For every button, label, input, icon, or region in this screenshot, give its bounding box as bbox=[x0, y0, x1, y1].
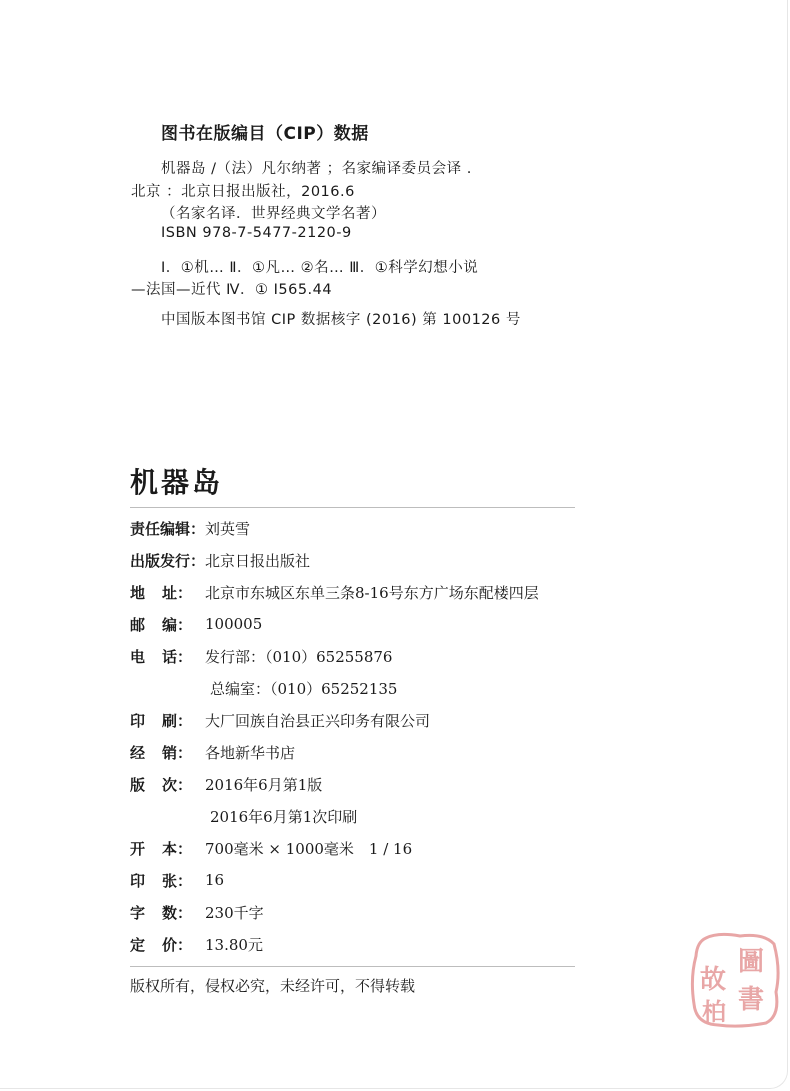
row-editor bbox=[130, 517, 250, 539]
row-address bbox=[130, 581, 539, 603]
editor-label: 责任编辑： bbox=[130, 519, 206, 538]
cip-line-classification: —法国—近代 Ⅳ．① I565.44 bbox=[131, 282, 333, 298]
postcode-value: 100005 bbox=[205, 615, 263, 633]
row-price bbox=[130, 933, 263, 955]
publisher-value: 北京日报出版社 bbox=[205, 551, 311, 570]
phone-value-sales: 发行部：（010）65255876 bbox=[205, 647, 393, 666]
title-divider bbox=[130, 507, 575, 508]
phone-value-editorial: 总编室：（010）65252135 bbox=[210, 679, 398, 698]
cip-line-subject: Ⅰ．①机… Ⅱ．①凡… ②名… Ⅲ．①科学幻想小说 bbox=[161, 260, 479, 276]
address-label: 地 址： bbox=[130, 583, 192, 602]
editor-value: 刘英雪 bbox=[205, 519, 251, 538]
seal-char-4: 柏 bbox=[702, 997, 726, 1026]
cip-line-title-author: 机器岛 /（法）凡尔纳著 ；名家编译委员会译 . bbox=[161, 161, 472, 177]
row-edition-2 bbox=[210, 805, 357, 827]
row-phone-2 bbox=[210, 677, 397, 699]
format-label: 开 本： bbox=[130, 839, 192, 858]
row-publisher bbox=[130, 549, 310, 571]
sheets-value: 16 bbox=[205, 871, 225, 889]
row-format bbox=[130, 837, 412, 859]
words-label: 字 数： bbox=[130, 903, 192, 922]
copyright-notice: 版权所有，侵权必究，未经许可，不得转载 bbox=[130, 977, 416, 995]
row-phone bbox=[130, 645, 392, 667]
footer-divider bbox=[130, 966, 575, 967]
format-value: 700毫米 × 1000毫米 1 / 16 bbox=[205, 839, 413, 858]
publisher-label: 出版发行： bbox=[130, 551, 206, 570]
phone-label: 电 话： bbox=[130, 647, 192, 666]
cip-line-isbn: ISBN 978-7-5477-2120-9 bbox=[161, 225, 352, 241]
address-value: 北京市东城区东单三条8-16号东方广场东配楼四层 bbox=[205, 583, 539, 602]
printer-label: 印 刷： bbox=[130, 711, 192, 730]
cip-line-record-number: 中国版本图书馆 CIP 数据核字 (2016) 第 100126 号 bbox=[161, 312, 521, 328]
row-words bbox=[130, 901, 264, 923]
library-seal bbox=[688, 930, 783, 1030]
seal-char-2: 書 bbox=[738, 985, 765, 1015]
price-label: 定 价： bbox=[130, 935, 192, 954]
seal-char-3: 故 bbox=[700, 965, 727, 995]
cip-line-publisher: 北京 ：北京日报出版社，2016.6 bbox=[131, 184, 355, 200]
row-sheets bbox=[130, 869, 224, 891]
printing-value: 2016年6月第1次印刷 bbox=[210, 807, 358, 826]
row-printer bbox=[130, 709, 430, 731]
book-title: 机器岛 bbox=[130, 466, 224, 499]
edition-value: 2016年6月第1版 bbox=[205, 775, 323, 794]
row-distributor bbox=[130, 741, 295, 763]
distributor-value: 各地新华书店 bbox=[205, 743, 296, 762]
row-postcode bbox=[130, 613, 262, 635]
cip-line-series: （名家名译．世界经典文学名著） bbox=[161, 206, 386, 222]
printer-value: 大厂回族自治县正兴印务有限公司 bbox=[205, 711, 431, 730]
seal-char-1: 圖 bbox=[738, 947, 765, 977]
edition-label: 版 次： bbox=[130, 775, 192, 794]
price-value: 13.80元 bbox=[205, 935, 263, 954]
row-edition bbox=[130, 773, 322, 795]
sheets-label: 印 张： bbox=[130, 871, 192, 890]
postcode-label: 邮 编： bbox=[130, 615, 192, 634]
distributor-label: 经 销： bbox=[130, 743, 192, 762]
cip-title: 图书在版编目（CIP）数据 bbox=[161, 124, 369, 144]
words-value: 230千字 bbox=[205, 903, 264, 922]
